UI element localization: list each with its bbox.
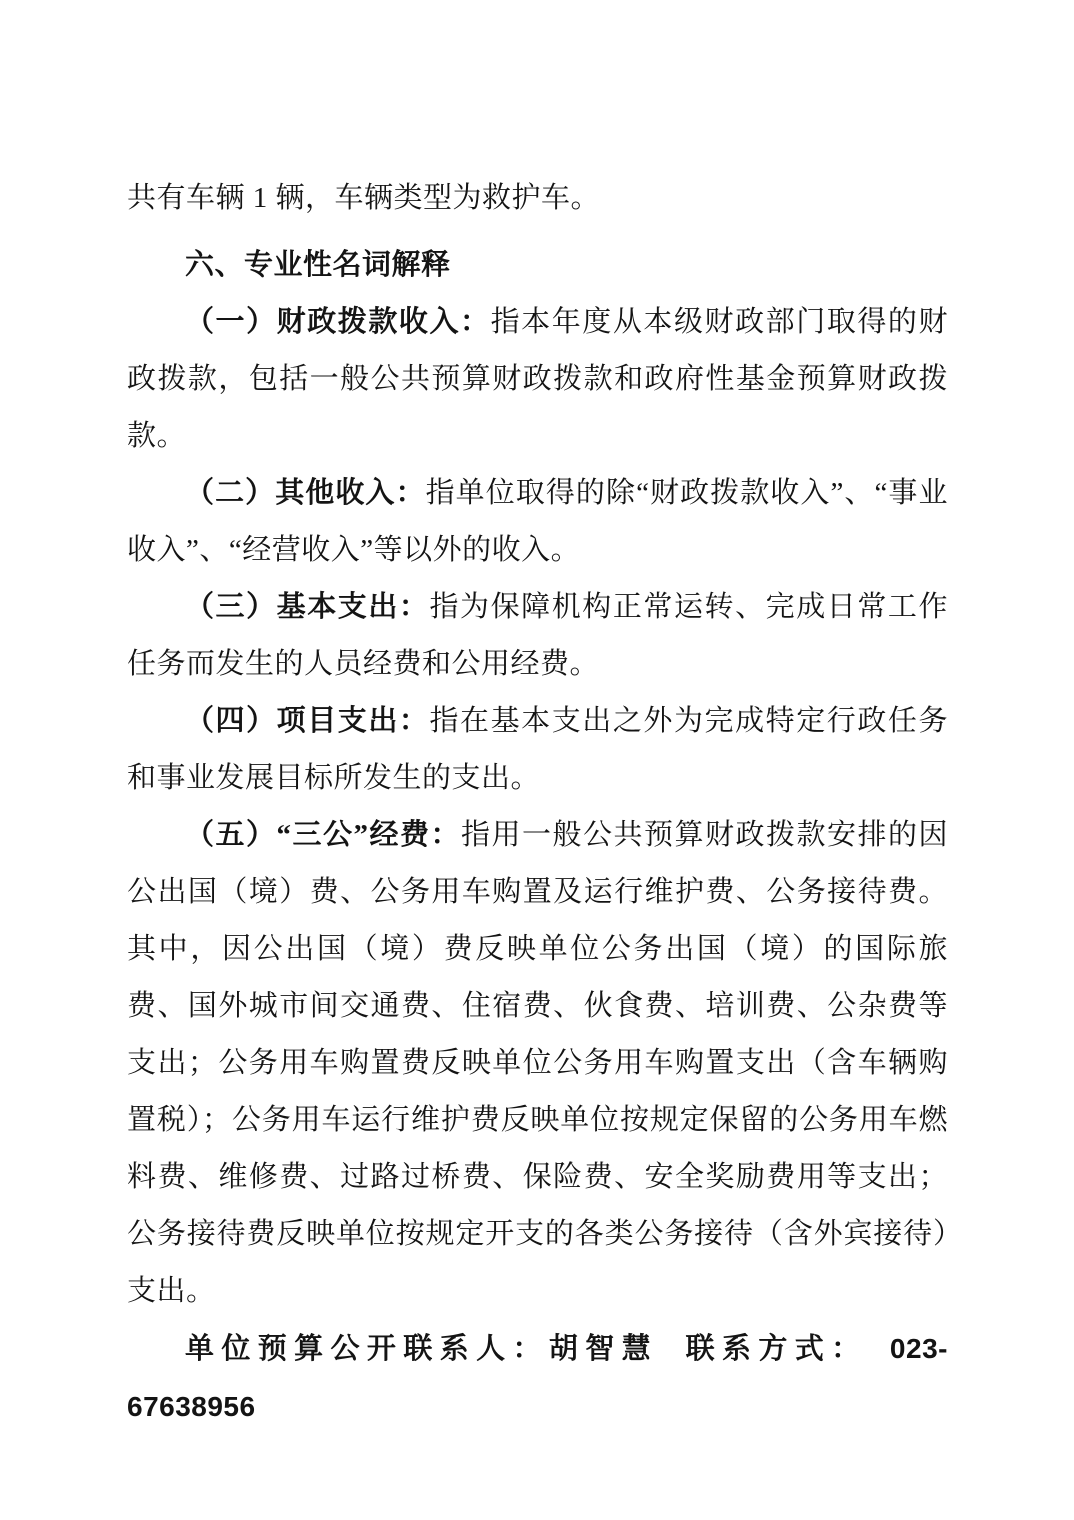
definition-term-1: （一）财政拨款收入： [185,306,491,338]
contact-phone-number: 023-67638956 [127,1333,948,1422]
document-body [127,170,948,1436]
definition-paragraph-5 [127,807,948,1320]
definition-term-3: （三）基本支出： [185,591,430,623]
definition-paragraph-1 [127,294,948,465]
contact-label: 单位预算公开联系人： [185,1333,549,1365]
definition-text-4: 指在基本支出之外为完成特定行政任务和事业发展目标所发生的支出。 [127,705,948,794]
definition-term-4: （四）项目支出： [185,705,430,737]
intro-line: 共有车辆 1 辆，车辆类型为救护车。 [127,182,601,214]
definition-text-3: 指为保障机构正常运转、完成日常工作任务而发生的人员经费和公用经费。 [127,591,948,680]
definition-paragraph-3 [127,579,948,693]
definition-text-1: 指本年度从本级财政部门取得的财政拨款，包括一般公共预算财政拨款和政府性基金预算财政拨款。 [127,306,948,452]
contact-method-label: 联系方式： [685,1333,868,1365]
definition-term-2: （二）其他收入： [185,477,426,509]
contact-line [127,1320,948,1436]
definition-paragraph-2 [127,465,948,579]
definition-paragraph-4 [127,693,948,807]
contact-person-name: 胡智慧 [548,1333,659,1365]
section-heading: 六、专业性名词解释 [185,249,451,281]
definition-term-5: （五）“三公”经费： [185,819,461,851]
definition-text-2: 指单位取得的除“财政拨款收入”、“事业收入”、“经营收入”等以外的收入。 [127,477,948,566]
definition-text-5: 指用一般公共预算财政拨款安排的因公出国（境）费、公务用车购置及运行维护费、公务接待费。其中，因公出国（境）费反映单位公务出国（境）的国际旅费、国外城市间交通费、住宿费、伙食费、培训费、公杂费等支出；公务用车购置费反映单位公务用车购置支出（含车辆购置税）；公务用车运行维护费反映单位按规定保留的公务用车燃料费、维修费、过路过桥费、保险费、安全奖励费用等支出；公务接待费反映单位按规定开支的各类公务接待（含外宾接待）支出。 [127,819,948,1307]
